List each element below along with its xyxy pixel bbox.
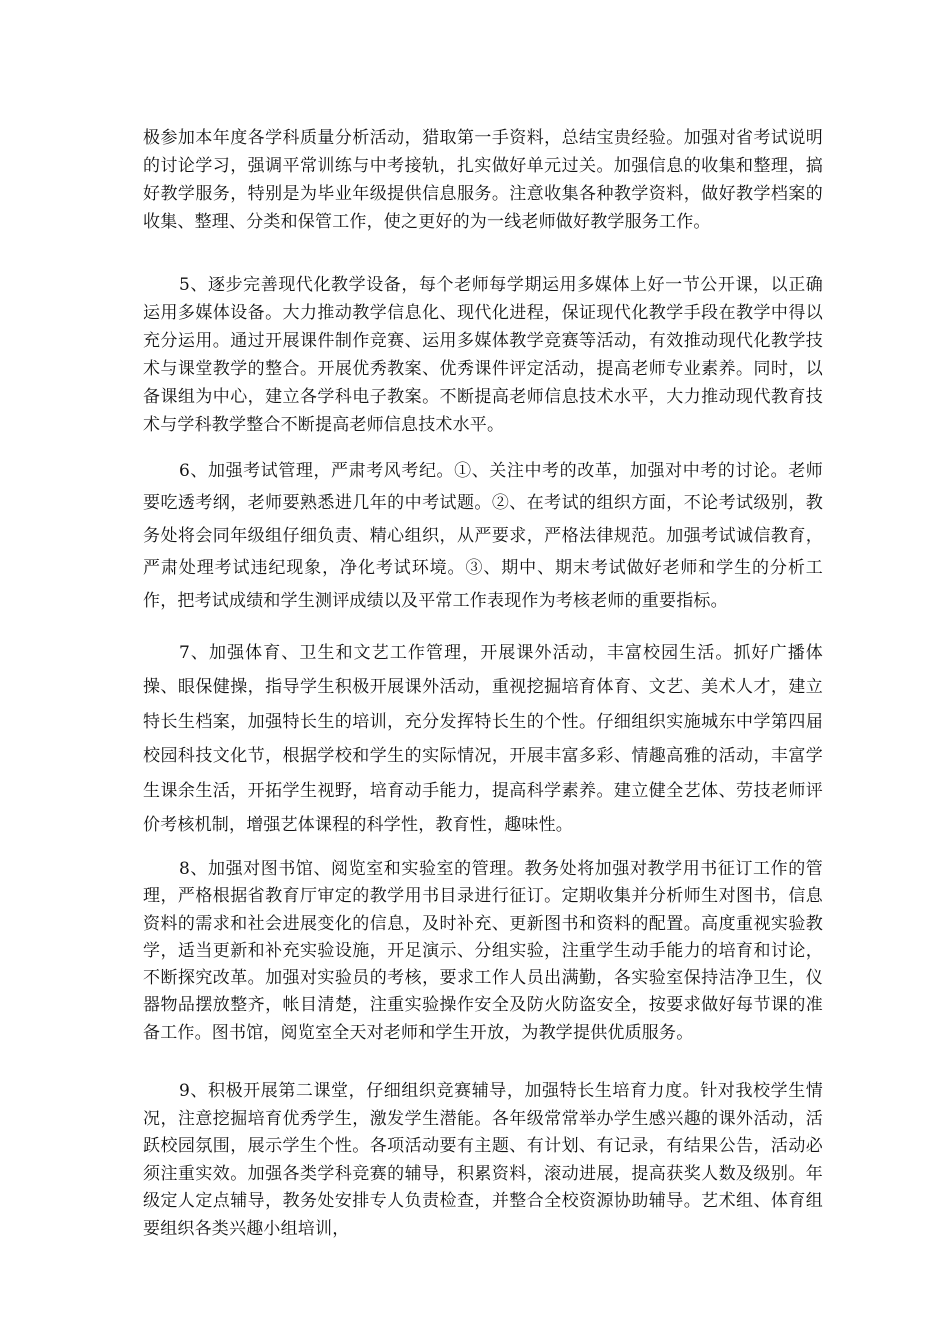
paragraph-item-5 [143,271,823,439]
paragraph-text: 5、逐步完善现代化教学设备，每个老师每学期运用多媒体上好一节公开课，以正确运用多媒体设备。大力推动教学信息化、现代化进程，保证现代化教学手段在教学中得以充分运用。通过开展课件制作竞赛、运用多媒体教学竞赛等活动，有效推动现代化教学技术与课堂教学的整合。开展优秀教案、优秀课件评定活动，提高老师专业素养。同时，以备课组为中心，建立各学科电子教案。不断提高老师信息技术水平，大力推动现代教育技术与学科教学整合不断提高老师信息技术水平。 [143,275,823,435]
paragraph-item-9 [143,1078,823,1243]
paragraph-item-8 [143,856,823,1047]
paragraph-item-6 [143,455,823,617]
paragraph-text: 8、加强对图书馆、阅览室和实验室的管理。教务处将加强对教学用书征订工作的管理，严格根据省教育厅审定的教学用书目录进行征订。定期收集并分析师生对图书，信息资料的需求和社会进展变化的信息，及时补充、更新图书和资料的配置。高度重视实验教学，适当更新和补充实验设施，开足演示、分组实验，注重学生动手能力的培育和讨论，不断探究改革。加强对实验员的考核，要求工作人员出满勤，各实验室保持洁净卫生，仪器物品摆放整齐，帐目清楚，注重实验操作安全及防火防盗安全，按要求做好每节课的准备工作。图书馆，阅览室全天对老师和学生开放，为教学提供优质服务。 [143,859,823,1043]
paragraph-text: 7、加强体育、卫生和文艺工作管理，开展课外活动，丰富校园生活。抓好广播体操、眼保健操，指导学生积极开展课外活动，重视挖掘培育体育、文艺、美术人才，建立特长生档案，加强特长生的培训，充分发挥特长生的个性。仔细组织实施城东中学第四届校园科技文化节，根据学校和学生的实际情况，开展丰富多彩、情趣高雅的活动，丰富学生课余生活，开拓学生视野，培育动手能力，提高科学素养。建立健全艺体、劳技老师评价考核机制，增强艺体课程的科学性，教育性，趣味性。 [143,643,823,836]
paragraph-text: 9、积极开展第二课堂，仔细组织竞赛辅导，加强特长生培育力度。针对我校学生情况，注意挖掘培育优秀学生，激发学生潜能。各年级常常举办学生感兴趣的课外活动，活跃校园氛围，展示学生个性。各项活动要有主题、有计划、有记录，有结果公告，活动必须注重实效。加强各类学科竞赛的辅导，积累资料，滚动进展，提高获奖人数及级别。年级定人定点辅导，教务处安排专人负责检查，并整合全校资源协助辅导。艺术组、体育组要组织各类兴趣小组培训， [143,1081,823,1239]
paragraph-text: 极参加本年度各学科质量分析活动，猎取第一手资料，总结宝贵经验。加强对省考试说明的讨论学习，强调平常训练与中考接轨，扎实做好单元过关。加强信息的收集和整理，搞好教学服务，特别是为毕业年级提供信息服务。注意收集各种教学资料，做好教学档案的收集、整理、分类和保管工作，使之更好的为一线老师做好教学服务工作。 [143,128,823,232]
paragraph-continued [143,124,823,236]
paragraph-text: 6、加强考试管理，严肃考风考纪。①、关注中考的改革，加强对中考的讨论。老师要吃透考纲，老师要熟悉进几年的中考试题。②、在考试的组织方面，不论考试级别，教务处将会同年级组仔细负责、精心组织，从严要求，严格法律规范。加强考试诚信教育，严肃处理考试违纪现象，净化考试环境。③、期中、期末考试做好老师和学生的分析工作，把考试成绩和学生测评成绩以及平常工作表现作为考核老师的重要指标。 [143,461,823,611]
paragraph-item-7 [143,636,823,842]
